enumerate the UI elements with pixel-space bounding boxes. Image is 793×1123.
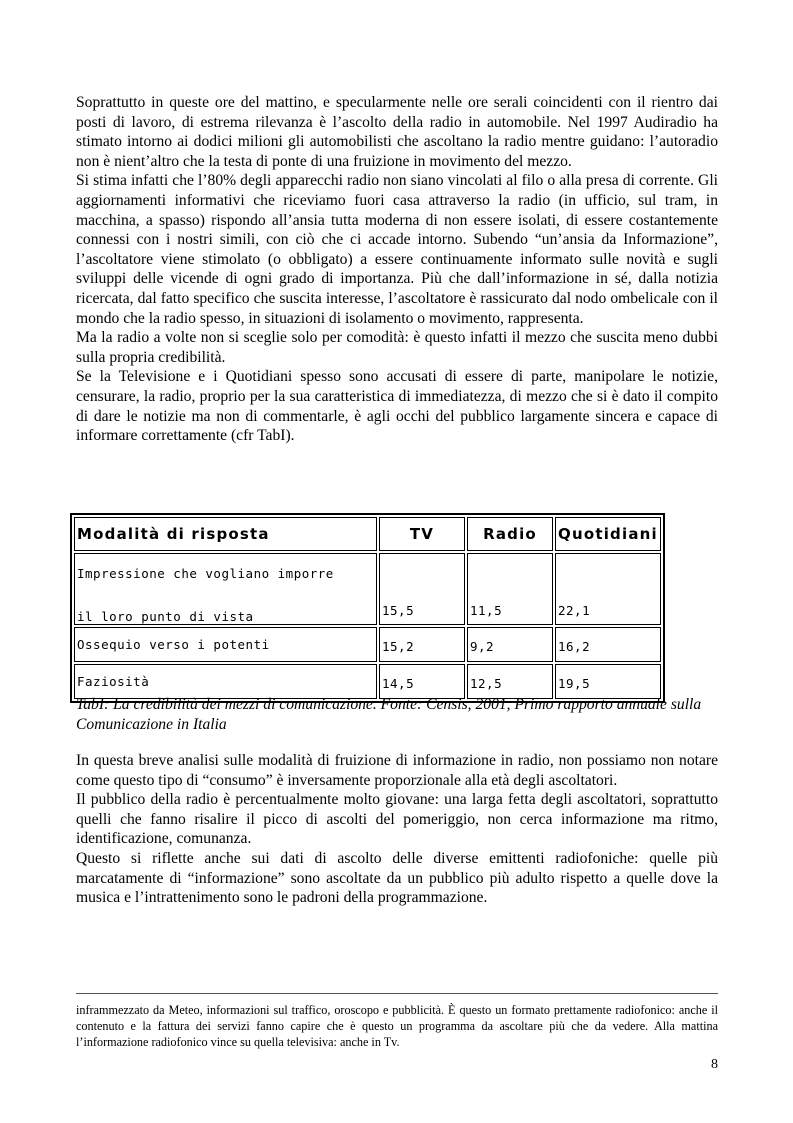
cell-tv: 15,5 xyxy=(379,553,465,625)
body-text-top xyxy=(76,93,718,446)
row-label xyxy=(74,553,377,625)
cell-quotidiani: 19,5 xyxy=(555,664,661,699)
header-modalita: Modalità di risposta xyxy=(74,517,377,551)
paragraph: Si stima infatti che l’80% degli apparecchi radio non siano vincolati al filo o alla presa di corrente. Gli aggiornamenti informativi che riceviamo fuori casa attraverso la radio (in ufficio, sul tram, in macchina, a spasso) rispondo all’ansia tutta moderna di non essere isolati, di essere costantemente connessi con i nostri simili, con ciò che ci accade intorno. Subendo “un’ansia da Informazione”, l’ascoltatore viene stimolato (o obbligato) a essere continuamente informato sulle novità e sugli sviluppi delle vicende di ogni grado di importanza. Più che dall’informazione in sé, dalla notizia ricercata, dal fatto specifico che suscita interesse, l’ascoltatore è rassicurato dal nodo ombelicale con il mondo che la radio spesso, in situazioni di isolamento o movimento, rappresenta. xyxy=(76,172,718,327)
row-label: Faziosità xyxy=(74,664,377,699)
table-row xyxy=(74,553,661,625)
cell-tv: 14,5 xyxy=(379,664,465,699)
paragraph: Il pubblico della radio è percentualmente molto giovane: una larga fetta degli ascoltatori, soprattutto quelli che fanno risalire il picco di ascolti del pomeriggio, non cerca informazione ma ritmo, identificazione, comunanza. xyxy=(76,791,718,848)
paragraph: Questo si riflette anche sui dati di ascolto delle diverse emittenti radiofoniche: quelle più marcatamente di “informazione” sono ascoltate da un pubblico più adulto rispetto a quelle dove la musica e l’intrattenimento sono le padroni della programmazione. xyxy=(76,849,718,907)
header-tv: TV xyxy=(379,517,465,551)
cell-radio: 11,5 xyxy=(467,553,553,625)
row-label: Ossequio verso i potenti xyxy=(74,627,377,662)
cell-quotidiani: 16,2 xyxy=(555,627,661,662)
row-label-line: Impressione che vogliano imporre xyxy=(77,566,334,581)
credibility-table xyxy=(70,513,665,703)
paragraph: Ma la radio a volte non si sceglie solo per comodità: è questo infatti il mezzo che suscita meno dubbi sulla propria credibilità. xyxy=(76,329,718,366)
page-number: 8 xyxy=(711,1057,718,1072)
header-quotidiani: Quotidiani xyxy=(555,517,661,551)
cell-radio: 12,5 xyxy=(467,664,553,699)
table-row xyxy=(74,627,661,662)
paragraph: Se la Televisione e i Quotidiani spesso sono accusati di essere di parte, manipolare le notizie, censurare, la radio, proprio per la sua caratteristica di immediatezza, di mezzo che si è dato il compito di dare le notizie ma non di commentarle, è agli occhi del pubblico largamente sincera e capace di informare correttamente (cfr TabI). xyxy=(76,368,718,445)
cell-radio: 9,2 xyxy=(467,627,553,662)
body-text-bottom xyxy=(76,751,718,908)
paragraph: Soprattutto in queste ore del mattino, e specularmente nelle ore serali coincidenti con il rientro dai posti di lavoro, di estrema rilevanza è l’ascolto della radio in automobile. Nel 1997 Audiradio ha stimato intorno ai dodici milioni gli automobilisti che ascoltano la radio mentre guidano: l’autoradio non è nient’altro che la testa di ponte di una fruizione in movimento del mezzo. xyxy=(76,94,718,170)
footnote: inframmezzato da Meteo, informazioni sul traffico, oroscopo e pubblicità. È questo un formato prettamente radiofonico: anche il contenuto e la fattura dei servizi fanno capire che è questo un programma da ascoltare più che da vedere. Alla mattina l’informazione radiofonico vince su quella televisiva: anche in Tv. xyxy=(76,1003,718,1049)
table-caption: TabI: La credibilità dei mezzi di comunicazione. Fonte: Censis, 2001, Primo rapporto annuale sulla Comunicazione in Italia xyxy=(76,696,702,733)
paragraph: In questa breve analisi sulle modalità di fruizione di informazione in radio, non possiamo non notare come questo tipo di “consumo” è inversamente proporzionale alla età degli ascoltatori. xyxy=(76,752,718,789)
footnote-divider xyxy=(76,993,718,994)
header-radio: Radio xyxy=(467,517,553,551)
cell-tv: 15,2 xyxy=(379,627,465,662)
row-label-line: il loro punto di vista xyxy=(77,609,254,624)
table-header-row xyxy=(74,517,661,551)
cell-quotidiani: 22,1 xyxy=(555,553,661,625)
table-row xyxy=(74,664,661,699)
